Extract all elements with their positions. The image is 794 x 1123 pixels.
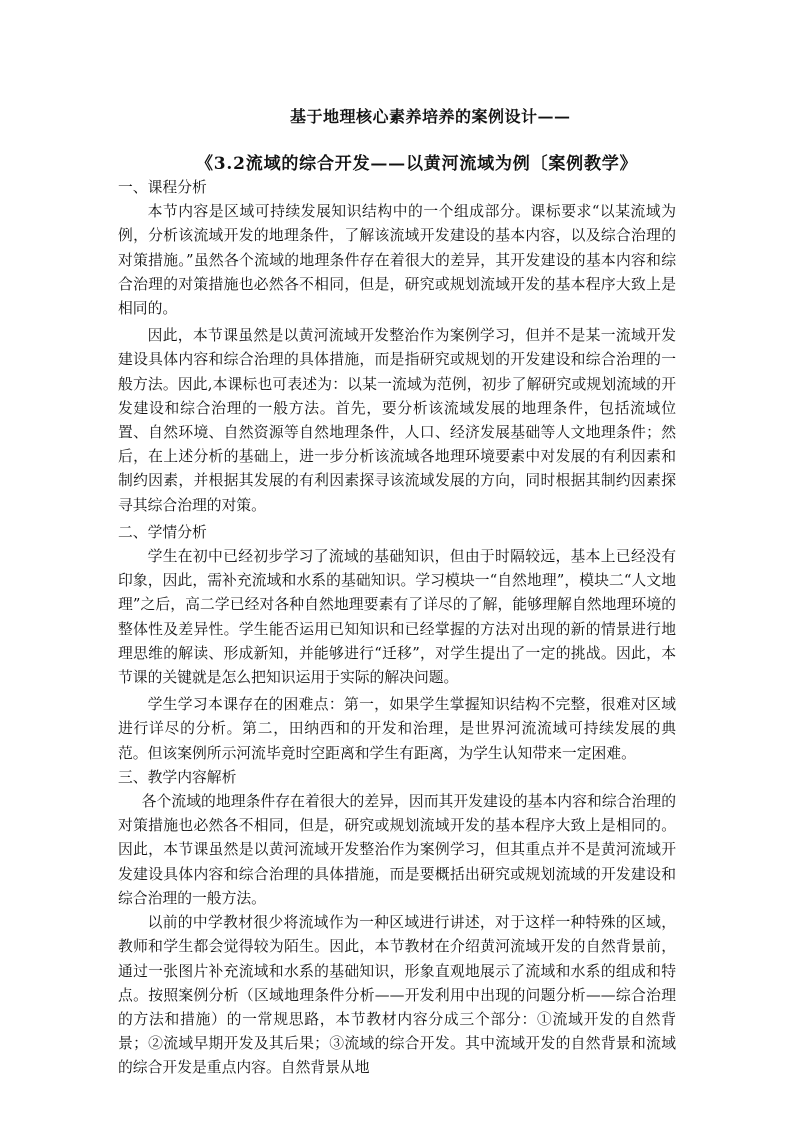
paragraph: 学生学习本课存在的困难点：第一，如果学生掌握知识结构不完整，很难对区域进行详尽的分析。第二，田纳西和的开发和治理，是世界河流流域可持续发展的典范。但该案例所示河流毕竟时空距离和学生有距离，为学生认知带来一定困难。 xyxy=(118,696,676,762)
paragraph: 本节内容是区域可持续发展知识结构中的一个组成部分。课标要求“以某流域为例，分析该流域开发的地理条件，了解该流域开发建设的基本内容，以及综合治理的对策措施。”虽然各个流域的地理条件存在着很大的差异，其开发建设的基本内容和综合治理的对策措施也必然各不相同，但是，研究或规划流域开发的基本程序大致上是相同的。 xyxy=(118,203,676,318)
document-title: 基于地理核心素养培养的案例设计—— xyxy=(290,107,571,126)
section-heading-student-analysis: 二、学情分析 xyxy=(118,523,207,541)
paragraph: 学生在初中已经初步学习了流域的基础知识，但由于时隔较远，基本上已经没有印象，因此，需补充流域和水系的基础知识。学习模块一“自然地理”，模块二“人文地理”之后，高二学已经对各种自然地理要素有了详尽的了解，能够理解自然地理环境的整体性及差异性。学生能否运用已知知识和已经掌握的方法对出现的新的情景进行地理思维的解读、形成新知，并能够进行“迁移”，对学生提出了一定的挑战。因此，本节课的关键就是怎么把知识运用于实际的解决问题。 xyxy=(118,548,676,687)
paragraph: 因此，本节课虽然是以黄河流域开发整治作为案例学习，但并不是某一流域开发建设具体内容和综合治理的具体措施，而是指研究或规划的开发建设和综合治理的一般方法。因此,本课标也可表述为：以某一流域为范例，初步了解研究或规划流域的开发建设和综合治理的一般方法。首先，要分析该流域发展的地理条件，包括流域位置、自然环境、自然资源等自然地理条件，人口、经济发展基础等人文地理条件；然后，在上述分析的基础上，进一步分析该流域各地理环境要素中对发展的有利因素和制约因素，并根据其发展的有利因素探寻该流域发展的方向，同时根据其制约因素探寻其综合治理的对策。 xyxy=(118,327,676,514)
paragraph: 各个流域的地理条件存在着很大的差异，因而其开发建设的基本内容和综合治理的对策措施也必然各不相同，但是，研究或规划流域开发的基本程序大致上是相同的。因此，本节课虽然是以黄河流域开发整治作为案例学习，但其重点并不是黄河流域开发建设具体内容和综合治理的具体措施，而是要概括出研究或规划流域的开发建设和综合治理的一般方法。 xyxy=(118,793,676,907)
document-body xyxy=(118,176,676,1081)
section-heading-course-analysis: 一、课程分析 xyxy=(118,179,207,196)
paragraph: 以前的中学教材很少将流域作为一种区域进行讲述，对于这样一种特殊的区域，教师和学生都会觉得较为陌生。因此，本节教材在介绍黄河流域开发的自然背景前，通过一张图片补充流域和水系的基础知识，形象直观地展示了流域和水系的组成和特点。按照案例分析（区域地理条件分析——开发利用中出现的问题分析——综合治理的方法和措施）的一常规思路，本节教材内容分成三个部分：①流域开发的自然背景；②流域早期开发及其后果；③流域的综合开发。其中流域开发的自然背景和流域的综合开发是重点内容。自然背景从地 xyxy=(118,914,676,1077)
section-heading-content-analysis: 三、教学内容解析 xyxy=(118,768,237,786)
document-subtitle: 《3.2流域的综合开发——以黄河流域为例〔案例教学》 xyxy=(196,154,638,174)
